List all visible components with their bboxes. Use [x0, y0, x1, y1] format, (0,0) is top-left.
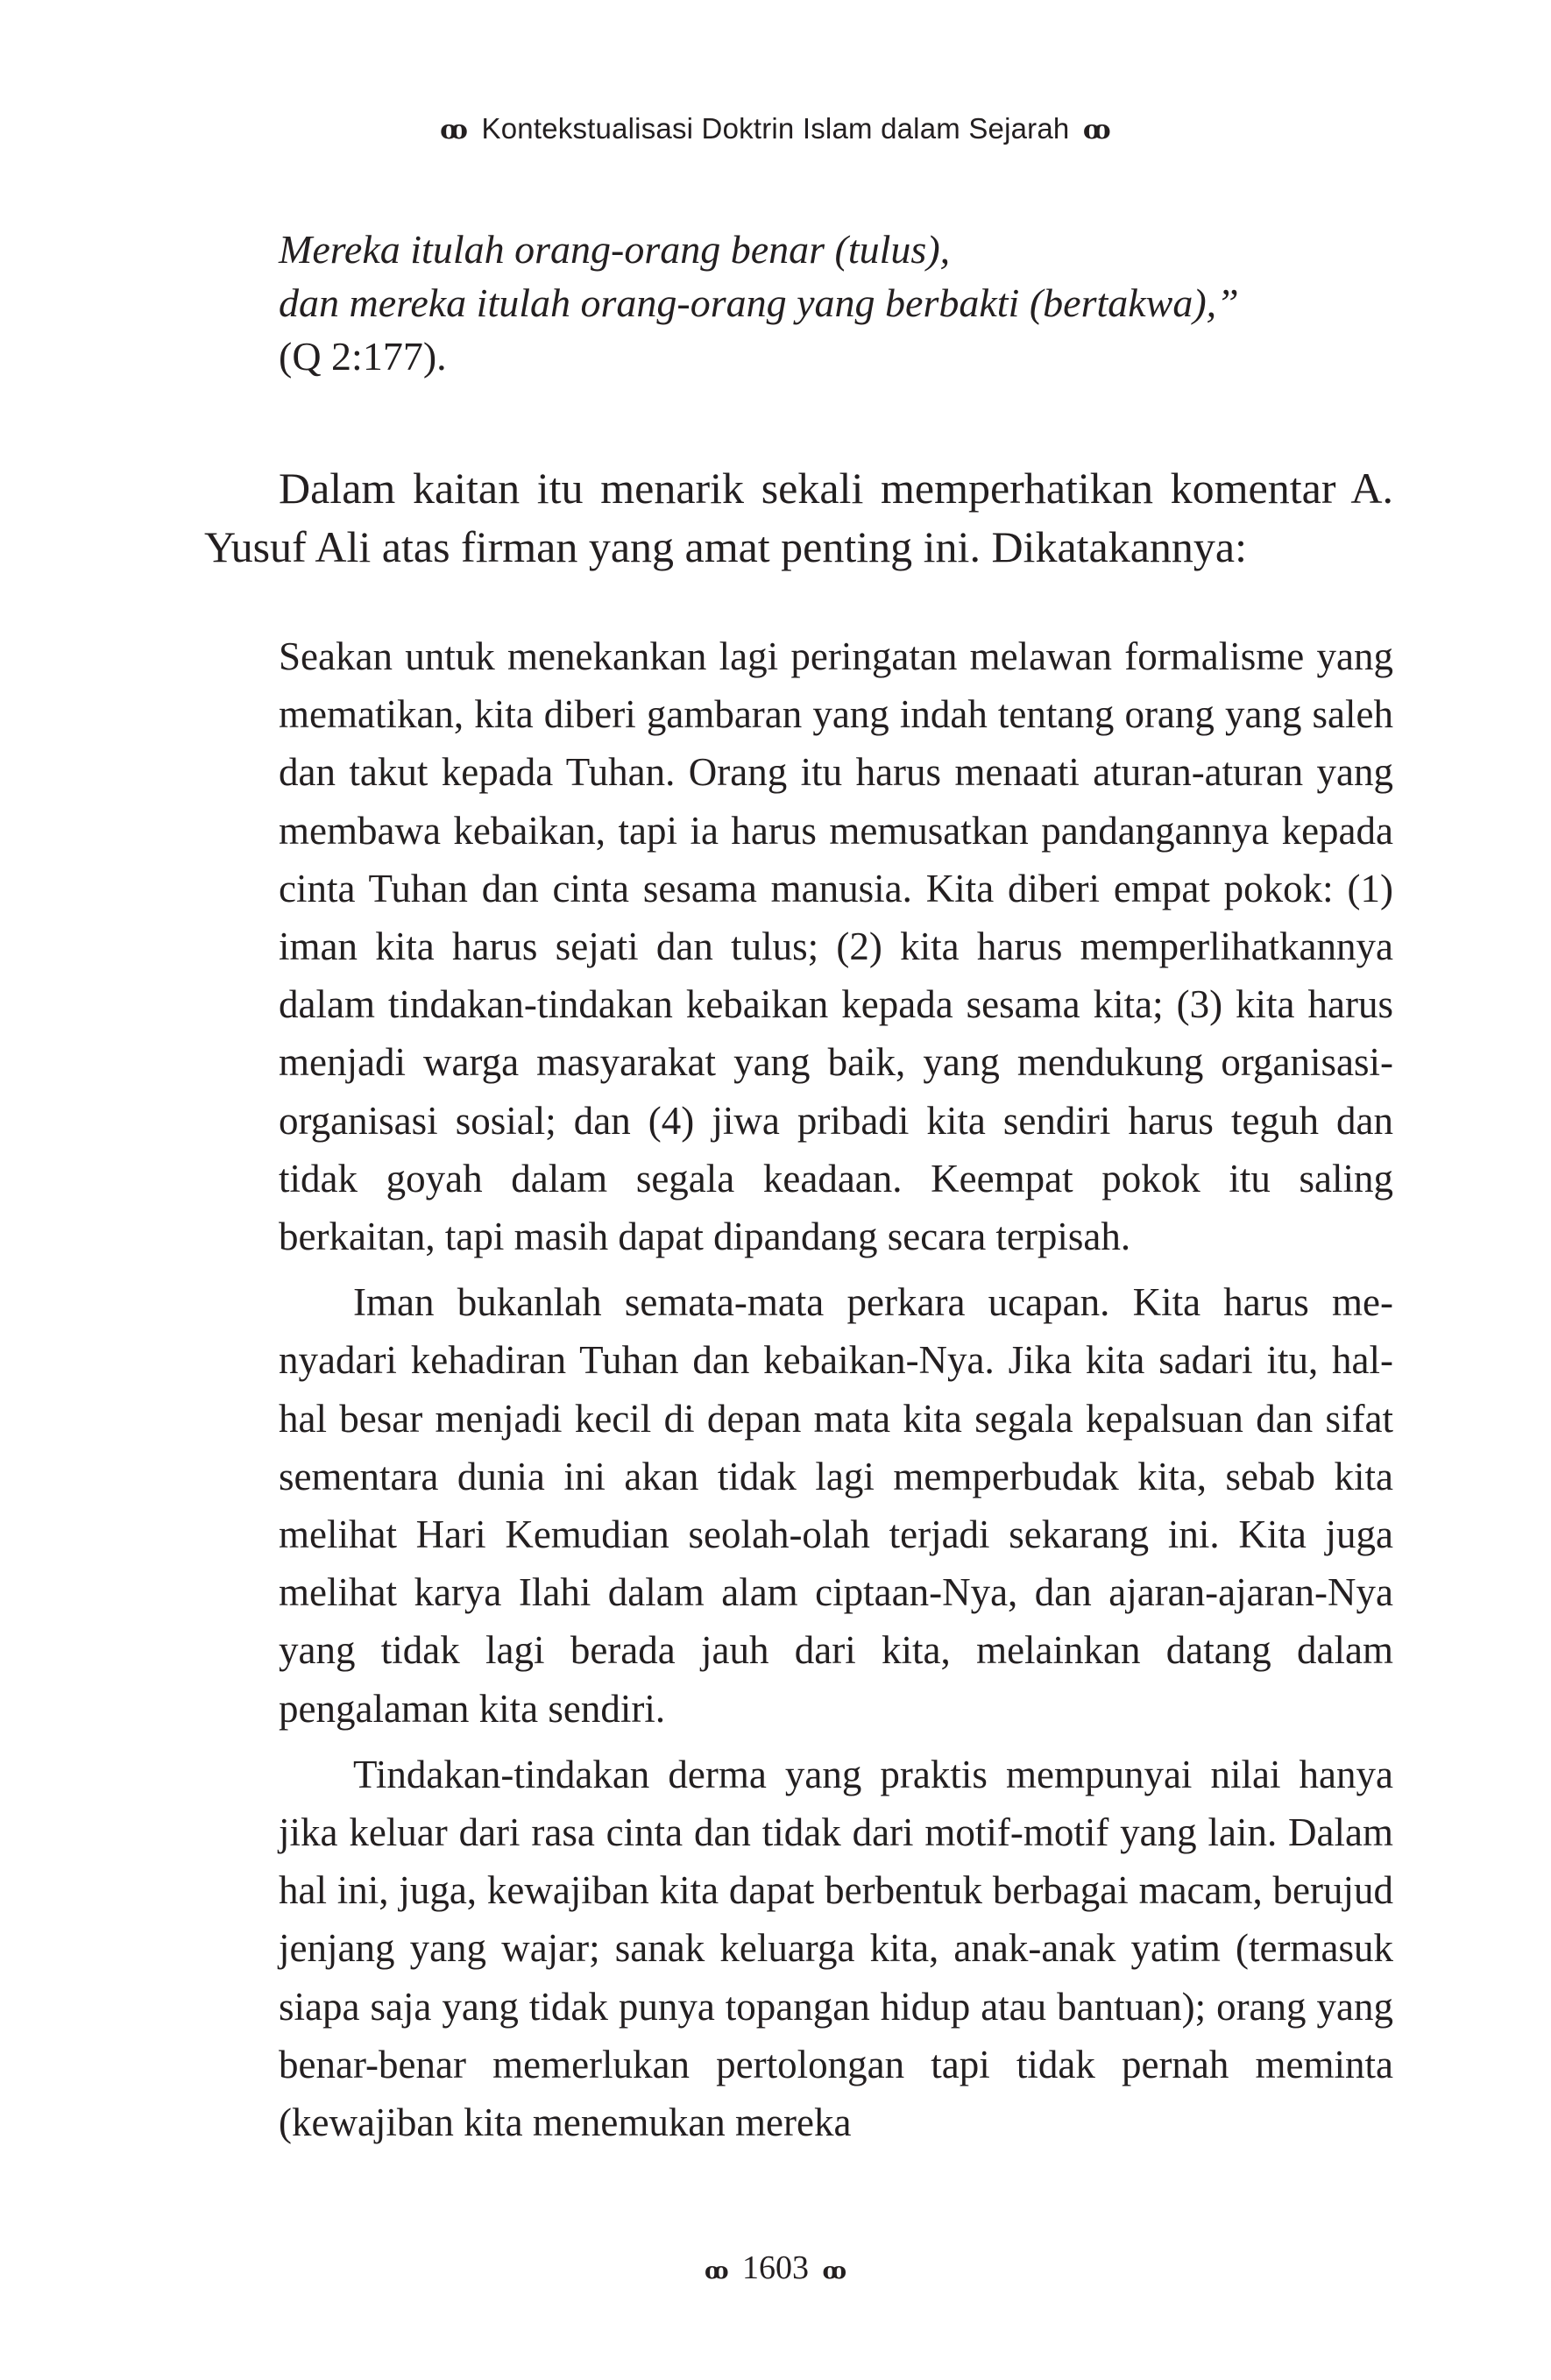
running-header	[0, 112, 1551, 145]
running-header-title: Kontekstualisasi Doktrin Islam dalam Sejarah	[481, 112, 1070, 145]
ornament-left-icon: ꝏ	[704, 2258, 729, 2284]
quote-paragraph-1: Seakan untuk menekankan lagi peringatan melawan formalisme yang mematikan, kita diberi gambaran yang indah tentang orang yang saleh dan takut kepada Tuhan. Orang itu harus menaati aturan-aturan yang membawa kebaikan, tapi ia harus memusatkan pandangannya kepada cinta Tuhan dan cinta sesama manusia. Kita diberi empat pokok: (1) iman kita harus sejati dan tulus; (2) kita harus memperlihatkannya dalam tindakan-tindakan kebaikan kepada sesama kita; (3) kita harus menjadi warga masyarakat yang baik, yang mendukung organisasi-organisasi sosial; dan (4) jiwa pribadi kita sendiri harus teguh dan tidak goyah dalam segala keadaan. Keempat pokok itu saling berkaitan, tapi masih dapat dipandang secara terpisah.	[279, 634, 1393, 1259]
quote-paragraph-2: Iman bukanlah semata-mata perkara ucapan. Kita harus menyadari kehadiran Tuhan dan kebaikan-Nya. Jika kita sadari itu, hal-hal besar menjadi kecil di depan mata kita segala kepalsuan dan sifat sementara dunia ini akan tidak lagi memperbudak kita, sebab kita melihat Hari Kemudian seolah-olah terjadi sekarang ini. Kita juga melihat karya Ilahi dalam alam ciptaan-Nya, dan ajaran-ajaran-Nya yang tidak lagi berada jauh dari kita, melainkan datang dalam pengalaman kita sendiri.	[279, 1280, 1393, 1731]
block-quote	[279, 627, 1393, 2151]
verse-block	[279, 223, 1383, 383]
verse-reference: (Q 2:177).	[279, 334, 447, 379]
ornament-right-icon: ꝏ	[1082, 115, 1111, 145]
ornament-left-icon: ꝏ	[440, 115, 469, 145]
quote-paragraph-3: Tindakan-tindakan derma yang praktis mempunyai nilai hanya jika keluar dari rasa cinta dan tidak dari motif-motif yang lain. Dalam hal ini, juga, kewajiban kita dapat berbentuk berbagai macam, berujud jenjang yang wajar; sanak keluarga kita, anak-anak yatim (termasuk siapa saja yang tidak punya topangan hidup atau bantuan); orang yang benar-benar memerlukan pertolongan tapi tidak pernah meminta (kewajiban kita menemukan mereka	[279, 1752, 1393, 2145]
page-footer	[0, 2249, 1551, 2287]
verse-line-2: dan mereka itulah orang-orang yang berbakti (bertakwa),”	[279, 280, 1239, 325]
page-number: 1603	[742, 2249, 809, 2286]
ornament-right-icon: ꝏ	[822, 2258, 847, 2284]
verse-line-1: Mereka itulah orang-orang benar (tulus),	[279, 227, 951, 272]
intro-paragraph: Dalam kaitan itu menarik sekali memperhatikan komentar A. Yusuf Ali atas firman yang amat penting ini. Dikatakannya:	[204, 464, 1393, 571]
